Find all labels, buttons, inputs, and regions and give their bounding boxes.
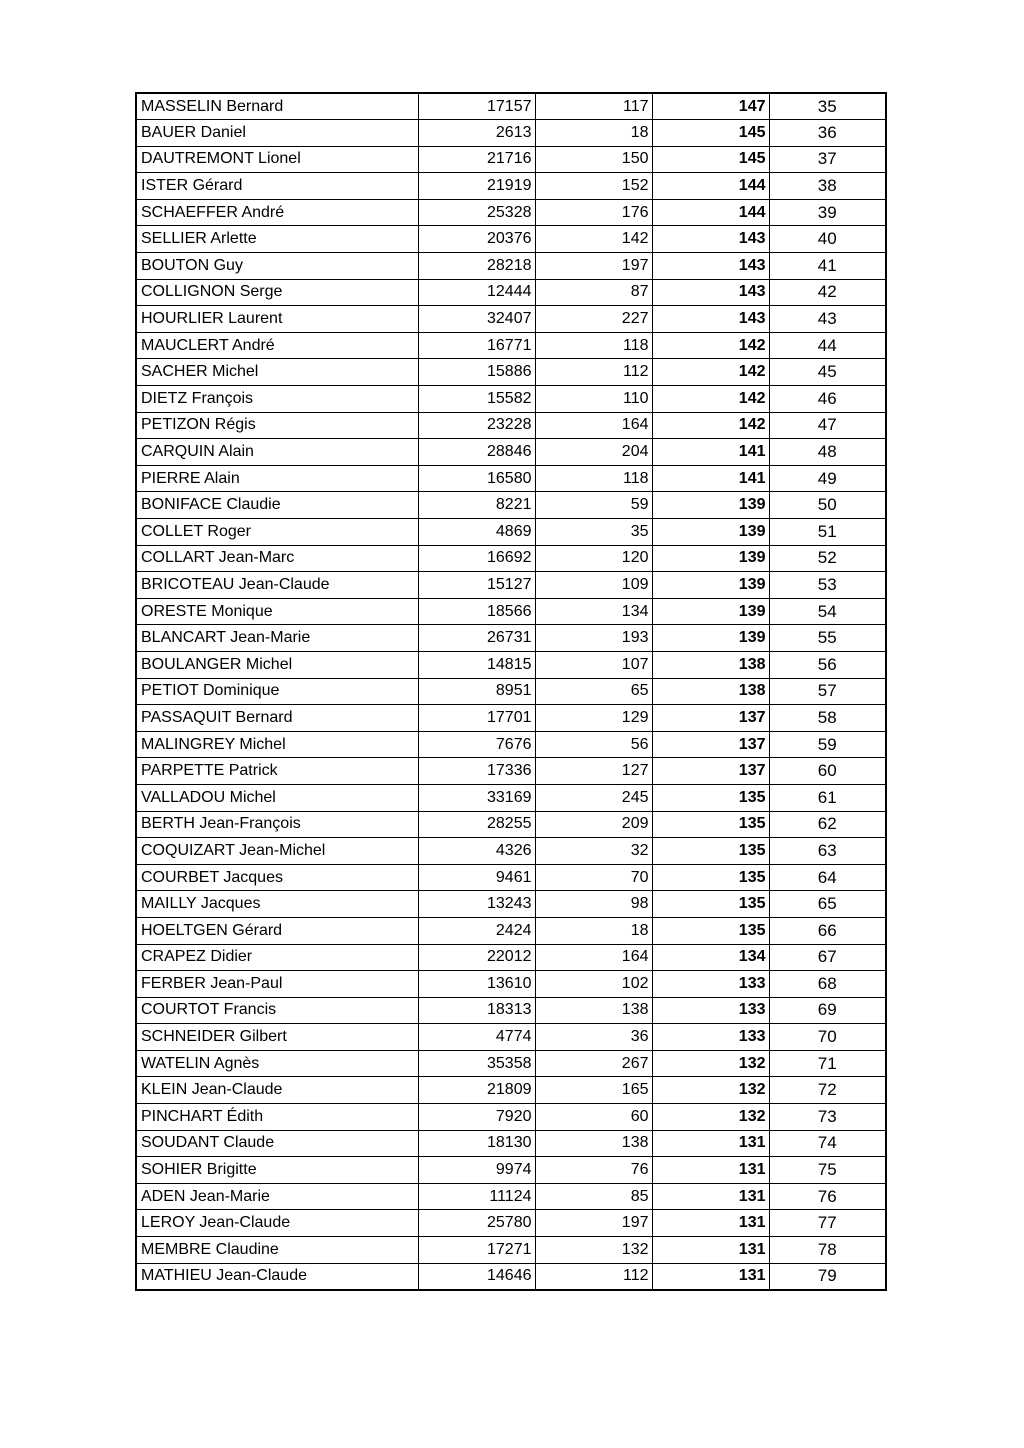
table-row xyxy=(136,545,886,572)
value-a-cell: 16580 xyxy=(418,465,535,492)
value-b-cell: 164 xyxy=(535,412,652,439)
person-name-cell: SELLIER Arlette xyxy=(136,226,418,253)
rank-cell: 61 xyxy=(769,784,886,811)
person-name-cell: WATELIN Agnès xyxy=(136,1050,418,1077)
person-name-cell: COURTOT Francis xyxy=(136,997,418,1024)
rank-cell: 50 xyxy=(769,492,886,519)
value-b-cell: 152 xyxy=(535,173,652,200)
rank-cell: 67 xyxy=(769,944,886,971)
value-b-cell: 138 xyxy=(535,997,652,1024)
value-b-cell: 132 xyxy=(535,1237,652,1264)
value-b-cell: 87 xyxy=(535,279,652,306)
rank-cell: 73 xyxy=(769,1104,886,1131)
rank-cell: 57 xyxy=(769,678,886,705)
person-name-cell: COQUIZART Jean-Michel xyxy=(136,838,418,865)
score-cell: 137 xyxy=(652,758,769,785)
rank-cell: 76 xyxy=(769,1183,886,1210)
table-row xyxy=(136,465,886,492)
value-b-cell: 245 xyxy=(535,784,652,811)
table-row xyxy=(136,1024,886,1051)
value-b-cell: 117 xyxy=(535,93,652,120)
value-b-cell: 176 xyxy=(535,199,652,226)
person-name-cell: MATHIEU Jean-Claude xyxy=(136,1263,418,1290)
table-row xyxy=(136,572,886,599)
score-cell: 141 xyxy=(652,439,769,466)
rank-cell: 74 xyxy=(769,1130,886,1157)
value-b-cell: 70 xyxy=(535,864,652,891)
value-a-cell: 12444 xyxy=(418,279,535,306)
ranking-table xyxy=(135,92,887,1291)
table-row xyxy=(136,784,886,811)
rank-cell: 42 xyxy=(769,279,886,306)
ranking-table-body xyxy=(136,93,886,1290)
table-row xyxy=(136,891,886,918)
value-a-cell: 15886 xyxy=(418,359,535,386)
score-cell: 135 xyxy=(652,891,769,918)
value-a-cell: 21919 xyxy=(418,173,535,200)
rank-cell: 46 xyxy=(769,386,886,413)
person-name-cell: BOUTON Guy xyxy=(136,253,418,280)
rank-cell: 36 xyxy=(769,120,886,147)
person-name-cell: HOURLIER Laurent xyxy=(136,306,418,333)
rank-cell: 72 xyxy=(769,1077,886,1104)
table-row xyxy=(136,678,886,705)
person-name-cell: KLEIN Jean-Claude xyxy=(136,1077,418,1104)
person-name-cell: CARQUIN Alain xyxy=(136,439,418,466)
score-cell: 134 xyxy=(652,944,769,971)
person-name-cell: BERTH Jean-François xyxy=(136,811,418,838)
person-name-cell: LEROY Jean-Claude xyxy=(136,1210,418,1237)
value-a-cell: 15127 xyxy=(418,572,535,599)
value-a-cell: 14815 xyxy=(418,651,535,678)
value-a-cell: 16692 xyxy=(418,545,535,572)
person-name-cell: BOULANGER Michel xyxy=(136,651,418,678)
person-name-cell: SACHER Michel xyxy=(136,359,418,386)
score-cell: 143 xyxy=(652,226,769,253)
rank-cell: 43 xyxy=(769,306,886,333)
score-cell: 131 xyxy=(652,1237,769,1264)
value-a-cell: 28255 xyxy=(418,811,535,838)
person-name-cell: PETIOT Dominique xyxy=(136,678,418,705)
value-b-cell: 120 xyxy=(535,545,652,572)
person-name-cell: FERBER Jean-Paul xyxy=(136,971,418,998)
value-a-cell: 7676 xyxy=(418,731,535,758)
value-a-cell: 8951 xyxy=(418,678,535,705)
person-name-cell: SOHIER Brigitte xyxy=(136,1157,418,1184)
value-b-cell: 85 xyxy=(535,1183,652,1210)
rank-cell: 70 xyxy=(769,1024,886,1051)
score-cell: 141 xyxy=(652,465,769,492)
person-name-cell: COLLIGNON Serge xyxy=(136,279,418,306)
value-a-cell: 25328 xyxy=(418,199,535,226)
score-cell: 135 xyxy=(652,811,769,838)
value-b-cell: 60 xyxy=(535,1104,652,1131)
value-a-cell: 21809 xyxy=(418,1077,535,1104)
rank-cell: 38 xyxy=(769,173,886,200)
value-b-cell: 204 xyxy=(535,439,652,466)
rank-cell: 59 xyxy=(769,731,886,758)
table-row xyxy=(136,1157,886,1184)
value-a-cell: 17157 xyxy=(418,93,535,120)
value-b-cell: 56 xyxy=(535,731,652,758)
table-row xyxy=(136,253,886,280)
person-name-cell: PASSAQUIT Bernard xyxy=(136,705,418,732)
score-cell: 135 xyxy=(652,864,769,891)
value-b-cell: 118 xyxy=(535,465,652,492)
value-b-cell: 209 xyxy=(535,811,652,838)
value-b-cell: 76 xyxy=(535,1157,652,1184)
score-cell: 131 xyxy=(652,1263,769,1290)
table-row xyxy=(136,93,886,120)
person-name-cell: DAUTREMONT Lionel xyxy=(136,146,418,173)
value-b-cell: 112 xyxy=(535,359,652,386)
value-a-cell: 18313 xyxy=(418,997,535,1024)
person-name-cell: COLLART Jean-Marc xyxy=(136,545,418,572)
person-name-cell: DIETZ François xyxy=(136,386,418,413)
value-a-cell: 4774 xyxy=(418,1024,535,1051)
rank-cell: 41 xyxy=(769,253,886,280)
value-b-cell: 112 xyxy=(535,1263,652,1290)
value-a-cell: 17271 xyxy=(418,1237,535,1264)
value-a-cell: 17336 xyxy=(418,758,535,785)
table-row xyxy=(136,864,886,891)
value-b-cell: 118 xyxy=(535,332,652,359)
value-b-cell: 109 xyxy=(535,572,652,599)
score-cell: 139 xyxy=(652,519,769,546)
person-name-cell: SCHNEIDER Gilbert xyxy=(136,1024,418,1051)
table-row xyxy=(136,651,886,678)
score-cell: 137 xyxy=(652,731,769,758)
value-b-cell: 165 xyxy=(535,1077,652,1104)
person-name-cell: BRICOTEAU Jean-Claude xyxy=(136,572,418,599)
score-cell: 142 xyxy=(652,332,769,359)
table-row xyxy=(136,173,886,200)
value-b-cell: 142 xyxy=(535,226,652,253)
value-b-cell: 98 xyxy=(535,891,652,918)
table-row xyxy=(136,1104,886,1131)
value-a-cell: 35358 xyxy=(418,1050,535,1077)
rank-cell: 44 xyxy=(769,332,886,359)
value-a-cell: 18130 xyxy=(418,1130,535,1157)
value-b-cell: 35 xyxy=(535,519,652,546)
value-b-cell: 59 xyxy=(535,492,652,519)
score-cell: 135 xyxy=(652,838,769,865)
rank-cell: 79 xyxy=(769,1263,886,1290)
score-cell: 139 xyxy=(652,625,769,652)
rank-cell: 54 xyxy=(769,598,886,625)
table-row xyxy=(136,359,886,386)
value-b-cell: 107 xyxy=(535,651,652,678)
score-cell: 131 xyxy=(652,1183,769,1210)
table-row xyxy=(136,1130,886,1157)
person-name-cell: PETIZON Régis xyxy=(136,412,418,439)
rank-cell: 35 xyxy=(769,93,886,120)
person-name-cell: PARPETTE Patrick xyxy=(136,758,418,785)
person-name-cell: ISTER Gérard xyxy=(136,173,418,200)
rank-cell: 65 xyxy=(769,891,886,918)
person-name-cell: MASSELIN Bernard xyxy=(136,93,418,120)
rank-cell: 78 xyxy=(769,1237,886,1264)
value-a-cell: 14646 xyxy=(418,1263,535,1290)
value-a-cell: 9461 xyxy=(418,864,535,891)
value-b-cell: 197 xyxy=(535,1210,652,1237)
person-name-cell: VALLADOU Michel xyxy=(136,784,418,811)
person-name-cell: PIERRE Alain xyxy=(136,465,418,492)
rank-cell: 63 xyxy=(769,838,886,865)
person-name-cell: MEMBRE Claudine xyxy=(136,1237,418,1264)
score-cell: 144 xyxy=(652,173,769,200)
person-name-cell: BAUER Daniel xyxy=(136,120,418,147)
score-cell: 142 xyxy=(652,386,769,413)
person-name-cell: PINCHART Édith xyxy=(136,1104,418,1131)
rank-cell: 52 xyxy=(769,545,886,572)
table-row xyxy=(136,279,886,306)
value-a-cell: 25780 xyxy=(418,1210,535,1237)
score-cell: 131 xyxy=(652,1157,769,1184)
score-cell: 138 xyxy=(652,651,769,678)
table-row xyxy=(136,519,886,546)
value-b-cell: 134 xyxy=(535,598,652,625)
rank-cell: 58 xyxy=(769,705,886,732)
score-cell: 145 xyxy=(652,146,769,173)
table-row xyxy=(136,705,886,732)
value-b-cell: 138 xyxy=(535,1130,652,1157)
person-name-cell: MAUCLERT André xyxy=(136,332,418,359)
table-row xyxy=(136,598,886,625)
score-cell: 133 xyxy=(652,997,769,1024)
score-cell: 139 xyxy=(652,492,769,519)
person-name-cell: ORESTE Monique xyxy=(136,598,418,625)
person-name-cell: BLANCART Jean-Marie xyxy=(136,625,418,652)
table-row xyxy=(136,1183,886,1210)
rank-cell: 37 xyxy=(769,146,886,173)
person-name-cell: COLLET Roger xyxy=(136,519,418,546)
rank-cell: 39 xyxy=(769,199,886,226)
score-cell: 135 xyxy=(652,784,769,811)
value-a-cell: 8221 xyxy=(418,492,535,519)
rank-cell: 77 xyxy=(769,1210,886,1237)
value-b-cell: 193 xyxy=(535,625,652,652)
value-b-cell: 227 xyxy=(535,306,652,333)
value-a-cell: 26731 xyxy=(418,625,535,652)
value-a-cell: 9974 xyxy=(418,1157,535,1184)
score-cell: 132 xyxy=(652,1077,769,1104)
table-row xyxy=(136,1237,886,1264)
value-a-cell: 13243 xyxy=(418,891,535,918)
value-a-cell: 32407 xyxy=(418,306,535,333)
value-b-cell: 32 xyxy=(535,838,652,865)
rank-cell: 68 xyxy=(769,971,886,998)
rank-cell: 64 xyxy=(769,864,886,891)
score-cell: 131 xyxy=(652,1130,769,1157)
person-name-cell: MALINGREY Michel xyxy=(136,731,418,758)
value-b-cell: 102 xyxy=(535,971,652,998)
value-b-cell: 127 xyxy=(535,758,652,785)
table-row xyxy=(136,731,886,758)
rank-cell: 45 xyxy=(769,359,886,386)
table-row xyxy=(136,1077,886,1104)
value-a-cell: 4869 xyxy=(418,519,535,546)
rank-cell: 69 xyxy=(769,997,886,1024)
rank-cell: 60 xyxy=(769,758,886,785)
table-row xyxy=(136,917,886,944)
table-row xyxy=(136,997,886,1024)
table-row xyxy=(136,1050,886,1077)
person-name-cell: COURBET Jacques xyxy=(136,864,418,891)
score-cell: 143 xyxy=(652,279,769,306)
score-cell: 133 xyxy=(652,971,769,998)
rank-cell: 71 xyxy=(769,1050,886,1077)
person-name-cell: MAILLY Jacques xyxy=(136,891,418,918)
person-name-cell: CRAPEZ Didier xyxy=(136,944,418,971)
table-row xyxy=(136,625,886,652)
value-b-cell: 164 xyxy=(535,944,652,971)
rank-cell: 56 xyxy=(769,651,886,678)
person-name-cell: BONIFACE Claudie xyxy=(136,492,418,519)
value-a-cell: 33169 xyxy=(418,784,535,811)
rank-cell: 75 xyxy=(769,1157,886,1184)
table-row xyxy=(136,971,886,998)
value-a-cell: 20376 xyxy=(418,226,535,253)
rank-cell: 51 xyxy=(769,519,886,546)
table-row xyxy=(136,1210,886,1237)
table-row xyxy=(136,199,886,226)
value-a-cell: 11124 xyxy=(418,1183,535,1210)
score-cell: 133 xyxy=(652,1024,769,1051)
table-row xyxy=(136,412,886,439)
value-a-cell: 2613 xyxy=(418,120,535,147)
table-row xyxy=(136,386,886,413)
person-name-cell: ADEN Jean-Marie xyxy=(136,1183,418,1210)
value-a-cell: 28846 xyxy=(418,439,535,466)
table-row xyxy=(136,120,886,147)
table-row xyxy=(136,439,886,466)
value-b-cell: 65 xyxy=(535,678,652,705)
table-row xyxy=(136,146,886,173)
table-row xyxy=(136,811,886,838)
score-cell: 142 xyxy=(652,412,769,439)
table-row xyxy=(136,332,886,359)
score-cell: 139 xyxy=(652,545,769,572)
value-a-cell: 7920 xyxy=(418,1104,535,1131)
person-name-cell: SCHAEFFER André xyxy=(136,199,418,226)
value-a-cell: 21716 xyxy=(418,146,535,173)
table-row xyxy=(136,838,886,865)
score-cell: 147 xyxy=(652,93,769,120)
value-b-cell: 18 xyxy=(535,917,652,944)
table-row xyxy=(136,944,886,971)
value-b-cell: 110 xyxy=(535,386,652,413)
value-a-cell: 2424 xyxy=(418,917,535,944)
value-a-cell: 17701 xyxy=(418,705,535,732)
score-cell: 144 xyxy=(652,199,769,226)
table-row xyxy=(136,226,886,253)
person-name-cell: HOELTGEN Gérard xyxy=(136,917,418,944)
value-b-cell: 197 xyxy=(535,253,652,280)
rank-cell: 49 xyxy=(769,465,886,492)
score-cell: 132 xyxy=(652,1104,769,1131)
value-a-cell: 28218 xyxy=(418,253,535,280)
rank-cell: 55 xyxy=(769,625,886,652)
score-cell: 142 xyxy=(652,359,769,386)
value-a-cell: 23228 xyxy=(418,412,535,439)
value-a-cell: 4326 xyxy=(418,838,535,865)
value-a-cell: 13610 xyxy=(418,971,535,998)
table-row xyxy=(136,1263,886,1290)
value-a-cell: 15582 xyxy=(418,386,535,413)
person-name-cell: SOUDANT Claude xyxy=(136,1130,418,1157)
table-row xyxy=(136,306,886,333)
value-a-cell: 18566 xyxy=(418,598,535,625)
value-b-cell: 18 xyxy=(535,120,652,147)
value-a-cell: 16771 xyxy=(418,332,535,359)
score-cell: 145 xyxy=(652,120,769,147)
score-cell: 137 xyxy=(652,705,769,732)
rank-cell: 62 xyxy=(769,811,886,838)
table-row xyxy=(136,758,886,785)
rank-cell: 53 xyxy=(769,572,886,599)
value-b-cell: 150 xyxy=(535,146,652,173)
value-b-cell: 267 xyxy=(535,1050,652,1077)
score-cell: 143 xyxy=(652,306,769,333)
score-cell: 135 xyxy=(652,917,769,944)
rank-cell: 48 xyxy=(769,439,886,466)
value-b-cell: 129 xyxy=(535,705,652,732)
table-row xyxy=(136,492,886,519)
score-cell: 138 xyxy=(652,678,769,705)
rank-cell: 66 xyxy=(769,917,886,944)
value-b-cell: 36 xyxy=(535,1024,652,1051)
score-cell: 139 xyxy=(652,572,769,599)
value-a-cell: 22012 xyxy=(418,944,535,971)
score-cell: 132 xyxy=(652,1050,769,1077)
rank-cell: 47 xyxy=(769,412,886,439)
score-cell: 143 xyxy=(652,253,769,280)
rank-cell: 40 xyxy=(769,226,886,253)
score-cell: 139 xyxy=(652,598,769,625)
score-cell: 131 xyxy=(652,1210,769,1237)
